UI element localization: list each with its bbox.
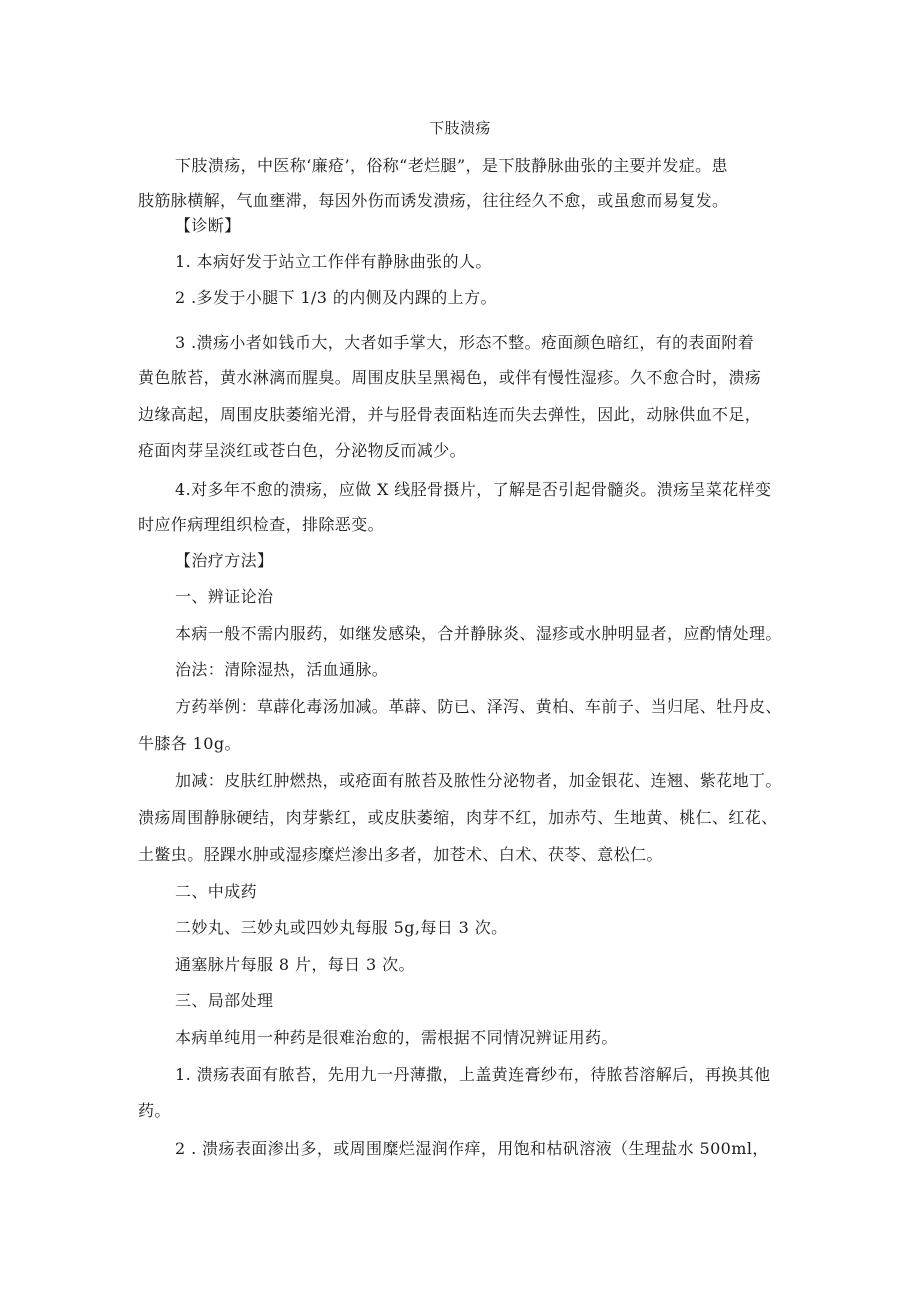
diagnosis-item-3-line-4: 疮面肉芽呈淡红或苍白色，分泌物反而减少。: [138, 441, 467, 460]
modification-line-3: 土鳖虫。胫踝水肿或湿疹糜烂渗出多者，加苍术、白术、茯苓、意松仁。: [138, 845, 663, 864]
modification-line-1: 加减：皮肤红肿燃热，或疮面有脓苔及脓性分泌物者，加金银花、连翘、紫花地丁。: [175, 771, 782, 790]
section-heading-treatment: 【治疗方法】: [175, 551, 274, 570]
subheading-patent-medicine: 二、中成药: [175, 882, 258, 901]
treatment-line-1: 本病一般不需内服药，如继发感染，合并静脉炎、湿疹或水肿明显者，应酌情处理。: [175, 624, 782, 643]
diagnosis-item-3-line-1: 3 .溃疡小者如钱币大，大者如手掌大，形态不整。疮面颜色暗红，有的表面附着: [175, 333, 755, 352]
diagnosis-item-4-line-1: 4.对多年不愈的溃疡，应做 X 线胫骨摄片，了解是否引起骨髓炎。溃疡呈菜花样变: [175, 480, 772, 499]
diagnosis-item-3-line-2: 黄色脓苔，黄水淋漓而腥臭。周围皮肤呈黑褐色，或伴有慢性湿疹。久不愈合时，溃疡: [138, 368, 762, 387]
local-treatment-item-1-line-1: 1. 溃疡表面有脓苔，先用九一丹薄撒，上盖黄连膏纱布，待脓苔溶解后，再换其他: [175, 1065, 771, 1084]
local-treatment-item-1-line-2: 药。: [138, 1101, 171, 1120]
diagnosis-item-1: 1. 本病好发于站立工作伴有静脉曲张的人。: [175, 252, 492, 271]
prescription-line-1: 方药举例：草薜化毒汤加减。革薜、防已、泽泻、黄柏、车前子、当归尾、牡丹皮、: [175, 697, 782, 716]
diagnosis-item-2: 2 .多发于小腿下 1/3 的内侧及内踝的上方。: [175, 288, 497, 307]
section-heading-diagnosis: 【诊断】: [175, 216, 241, 235]
patent-medicine-line-1: 二妙丸、三妙丸或四妙丸每服 5g,每日 3 次。: [175, 918, 508, 937]
prescription-line-2: 牛膝各 10g。: [138, 734, 241, 753]
document-title: 下肢溃疡: [429, 119, 491, 137]
treatment-method: 治法：清除湿热，活血通脉。: [175, 660, 389, 679]
patent-medicine-line-2: 通塞脉片每服 8 片，每日 3 次。: [175, 955, 415, 974]
intro-line-2: 肢筋脉横解，气血壅滞，每因外伤而诱发溃疡，往往经久不愈，或虽愈而易复发。: [138, 191, 729, 210]
local-treatment-item-2-line-1: 2 . 溃疡表面渗出多，或周围糜烂湿润作痒，用饱和枯矾溶液（生理盐水 500ml，: [175, 1139, 769, 1158]
intro-line-1: 下肢溃疡，中医称‘廉疮’，俗称“老烂腿”，是下肢静脉曲张的主要并发症。患: [175, 156, 728, 175]
local-treatment-intro: 本病单纯用一种药是很难治愈的，需根据不同情况辨证用药。: [175, 1028, 618, 1047]
subheading-syndrome-differentiation: 一、辨证论治: [175, 587, 274, 606]
subheading-local-treatment: 三、局部处理: [175, 991, 274, 1010]
modification-line-2: 溃疡周围静脉硬结，肉芽紫红，或皮肤萎缩，肉芽不红，加赤芍、生地黄、桃仁、红花、: [138, 808, 778, 827]
diagnosis-item-4-line-2: 时应作病理组织检查，排除恶变。: [138, 515, 385, 534]
diagnosis-item-3-line-3: 边缘高起，周围皮肤萎缩光滑，并与胫骨表面粘连而失去弹性，因此，动脉供血不足，: [138, 405, 762, 424]
